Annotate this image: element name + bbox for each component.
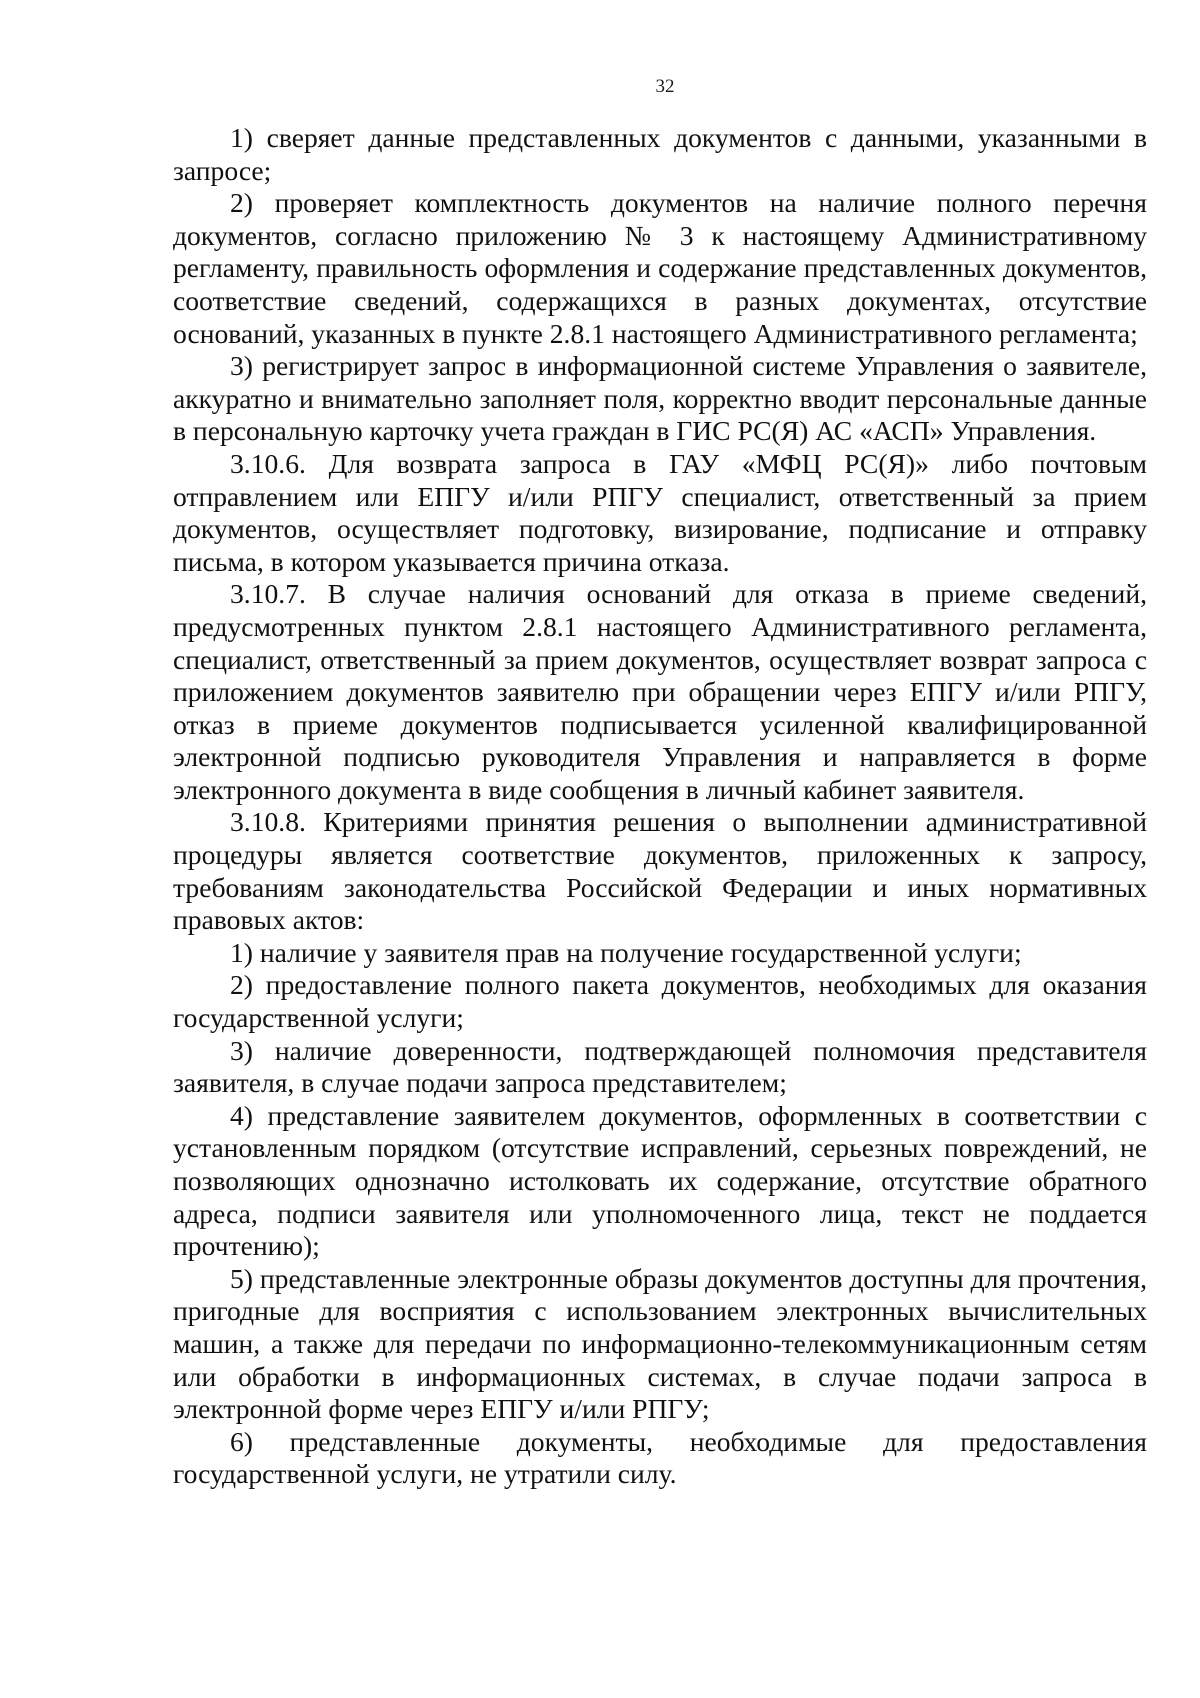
criteria-item-3: 3) наличие доверенности, подтверждающей полномочия представителя заявителя, в случае подачи запроса представителем; — [173, 1034, 1147, 1099]
paragraph-item-1: 1) сверяет данные представленных документов с данными, указанными в запросе; — [173, 122, 1147, 186]
criteria-item-1: 1) наличие у заявителя прав на получение государственной услуги; — [230, 936, 1022, 968]
criteria-item-4: 4) представление заявителем документов, оформленных в соответствии с установленным порядком (отсутствие исправлений, серьезных повреждений, не позволяющих однозначно истолковать их содержание, отсутствие обратного адреса, подписи заявителя или уполномоченного лица, текст не поддается прочтению); — [173, 1099, 1147, 1262]
criteria-item-2: 2) предоставление полного пакета документов, необходимых для оказания государственной услуги; — [173, 969, 1147, 1034]
document-body — [173, 122, 1147, 1491]
paragraph-3-10-8: 3.10.8. Критериями принятия решения о выполнении административной процедуры является соответствие документов, приложенных к запросу, требованиям законодательства Российской Федерации и иных нормативных правовых актов: — [173, 806, 1147, 936]
page-number: 32 — [655, 76, 675, 97]
paragraph-3-10-6: 3.10.6. Для возврата запроса в ГАУ «МФЦ РС(Я)» либо почтовым отправлением или ЕПГУ и/или РПГУ специалист, ответственный за прием документов, осуществляет подготовку, визирование, подписание и отправку письма, в котором указывается причина отказа. — [173, 447, 1147, 577]
paragraph-item-3: 3) регистрирует запрос в информационной системе Управления о заявителе, аккуратно и внимательно заполняет поля, корректно вводит персональные данные в персональную карточку учета граждан в ГИС РС(Я) АС «АСП» Управления. — [173, 350, 1147, 447]
paragraph-3-10-7: 3.10.7. В случае наличия оснований для отказа в приеме сведений, предусмотренных пунктом 2.8.1 настоящего Административного регламента, специалист, ответственный за прием документов, осуществляет возврат запроса с приложением документов заявителю при обращении через ЕПГУ и/или РПГУ, отказ в приеме документов подписывается усиленной квалифицированной электронной подписью руководителя Управления и направляется в форме электронного документа в виде сообщения в личный кабинет заявителя. — [173, 578, 1147, 805]
criteria-item-5: 5) представленные электронные образы документов доступны для прочтения, пригодные для восприятия с использованием электронных вычислительных машин, а также для передачи по информационно-телекоммуникационным сетям или обработки в информационных системах, в случае подачи запроса в электронной форме через ЕПГУ и/или РПГУ; — [173, 1262, 1147, 1425]
criteria-item-6: 6) представленные документы, необходимые для предоставления государственной услуги, не утратили силу. — [173, 1425, 1147, 1490]
paragraph-item-2: 2) проверяет комплектность документов на наличие полного перечня документов, согласно приложению № 3 к настоящему Административному регламенту, правильность оформления и содержание представленных документов, соответствие сведений, содержащихся в разных документах, отсутствие оснований, указанных в пункте 2.8.1 настоящего Административного регламента; — [173, 187, 1147, 349]
